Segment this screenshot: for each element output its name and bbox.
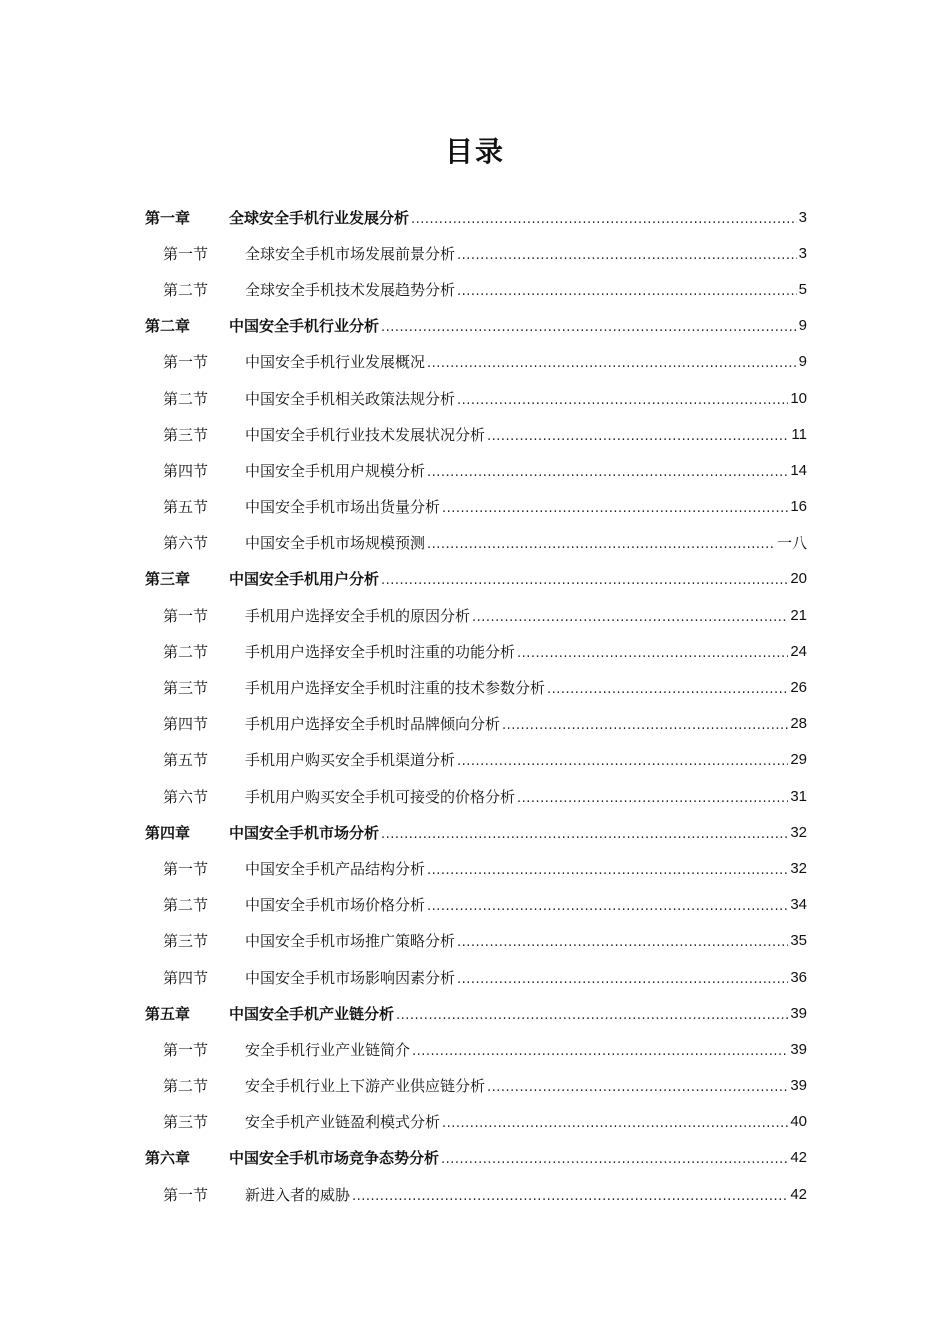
toc-dot-leader	[487, 1080, 788, 1095]
toc-entry-title: 中国安全手机市场竞争态势分析	[229, 1149, 440, 1168]
toc-page-number: 16	[790, 498, 807, 516]
toc-dot-leader	[472, 610, 788, 625]
toc-section-entry[interactable]	[145, 959, 807, 995]
toc-entry-label: 第三节	[163, 679, 209, 698]
toc-page-number: 11	[791, 425, 807, 443]
toc-section-entry[interactable]	[145, 1176, 807, 1212]
toc-section-entry[interactable]	[145, 344, 807, 380]
toc-page-number: 35	[790, 932, 807, 950]
toc-dot-leader	[381, 320, 797, 335]
toc-page-number: 一八	[776, 535, 807, 553]
toc-entry-label: 第一节	[163, 1185, 209, 1204]
toc-entry-label: 第三节	[163, 1113, 209, 1132]
toc-chapter-entry[interactable]	[145, 814, 807, 850]
toc-entry-title: 手机用户选择安全手机的原因分析	[245, 606, 471, 625]
toc-page-number: 9	[798, 317, 807, 335]
toc-entry-title: 手机用户购买安全手机渠道分析	[245, 751, 456, 770]
toc-entry-label: 第一节	[163, 859, 209, 878]
toc-section-entry[interactable]	[145, 452, 807, 488]
toc-entry-title: 中国安全手机市场出货量分析	[245, 498, 441, 517]
toc-entry-label: 第一节	[163, 353, 209, 372]
toc-dot-leader	[487, 429, 789, 444]
toc-entry-title: 中国安全手机市场推广策略分析	[245, 932, 456, 951]
toc-dot-leader	[427, 537, 775, 552]
toc-section-entry[interactable]	[145, 633, 807, 669]
toc-dot-leader	[457, 248, 797, 263]
toc-entry-title: 全球安全手机技术发展趋势分析	[245, 280, 456, 299]
toc-chapter-entry[interactable]	[145, 561, 807, 597]
toc-section-entry[interactable]	[145, 742, 807, 778]
toc-entry-label: 第四节	[163, 968, 209, 987]
toc-entry-label: 第六节	[163, 534, 209, 553]
toc-entry-label: 第四节	[163, 715, 209, 734]
toc-page-number: 39	[790, 1077, 807, 1095]
toc-page-number: 39	[790, 1004, 807, 1022]
toc-page-number: 28	[790, 715, 807, 733]
toc-dot-leader	[547, 682, 788, 697]
toc-entry-label: 第二节	[163, 1077, 209, 1096]
toc-page-number: 3	[798, 208, 807, 226]
toc-dot-leader	[411, 212, 797, 227]
toc-entry-label: 第六节	[163, 787, 209, 806]
toc-page-number: 40	[790, 1113, 807, 1131]
toc-entry-title: 手机用户选择安全手机时注重的技术参数分析	[245, 679, 546, 698]
toc-entry-title: 安全手机产业链盈利模式分析	[245, 1113, 441, 1132]
toc-section-entry[interactable]	[145, 416, 807, 452]
toc-page-number: 34	[790, 896, 807, 914]
toc-entry-label: 第四节	[163, 461, 209, 480]
toc-entry-title: 中国安全手机用户规模分析	[245, 461, 426, 480]
toc-dot-leader	[442, 1116, 788, 1131]
toc-section-entry[interactable]	[145, 850, 807, 886]
toc-entry-title: 中国安全手机行业分析	[229, 317, 380, 336]
toc-entry-label: 第五节	[163, 498, 209, 517]
toc-entry-label: 第四章	[145, 823, 191, 842]
toc-page-number: 42	[790, 1185, 807, 1203]
toc-dot-leader	[457, 393, 788, 408]
toc-page-number: 42	[790, 1149, 807, 1167]
toc-section-entry[interactable]	[145, 271, 807, 307]
toc-section-entry[interactable]	[145, 380, 807, 416]
toc-entry-label: 第五节	[163, 751, 209, 770]
toc-page-number: 29	[790, 751, 807, 769]
toc-page-number: 3	[798, 244, 807, 262]
toc-entry-title: 全球安全手机行业发展分析	[229, 208, 410, 227]
toc-section-entry[interactable]	[145, 1068, 807, 1104]
toc-entry-label: 第三节	[163, 425, 209, 444]
toc-chapter-entry[interactable]	[145, 308, 807, 344]
toc-section-entry[interactable]	[145, 706, 807, 742]
toc-section-entry[interactable]	[145, 1104, 807, 1140]
toc-section-entry[interactable]	[145, 778, 807, 814]
toc-section-entry[interactable]	[145, 669, 807, 705]
toc-entry-title: 中国安全手机市场规模预测	[245, 534, 426, 553]
toc-dot-leader	[442, 501, 788, 516]
toc-entry-title: 新进入者的威胁	[245, 1185, 351, 1204]
toc-page-number: 24	[790, 642, 807, 660]
toc-dot-leader	[381, 827, 788, 842]
toc-dot-leader	[457, 935, 788, 950]
toc-entry-title: 中国安全手机产品结构分析	[245, 859, 426, 878]
toc-entry-label: 第五章	[145, 1004, 191, 1023]
toc-dot-leader	[502, 718, 788, 733]
toc-dot-leader	[427, 356, 797, 371]
toc-dot-leader	[427, 465, 788, 480]
toc-section-entry[interactable]	[145, 887, 807, 923]
toc-entry-title: 中国安全手机行业发展概况	[245, 353, 426, 372]
table-of-contents	[145, 199, 807, 1212]
toc-section-entry[interactable]	[145, 1031, 807, 1067]
toc-page-number: 36	[790, 968, 807, 986]
toc-entry-label: 第六章	[145, 1149, 191, 1168]
toc-entry-title: 安全手机行业产业链简介	[245, 1040, 411, 1059]
toc-dot-leader	[457, 284, 797, 299]
toc-dot-leader	[427, 863, 788, 878]
toc-entry-label: 第二节	[163, 389, 209, 408]
toc-entry-title: 手机用户购买安全手机可接受的价格分析	[245, 787, 516, 806]
toc-entry-label: 第二章	[145, 317, 191, 336]
toc-entry-title: 手机用户选择安全手机时品牌倾向分析	[245, 715, 501, 734]
toc-entry-title: 全球安全手机市场发展前景分析	[245, 244, 456, 263]
toc-entry-label: 第二节	[163, 642, 209, 661]
toc-dot-leader	[381, 573, 788, 588]
toc-entry-title: 中国安全手机产业链分析	[229, 1004, 395, 1023]
toc-dot-leader	[352, 1189, 788, 1204]
toc-page-number: 20	[790, 570, 807, 588]
toc-section-entry[interactable]	[145, 235, 807, 271]
toc-entry-label: 第一节	[163, 244, 209, 263]
toc-chapter-entry[interactable]	[145, 995, 807, 1031]
toc-page-number: 21	[790, 606, 807, 624]
toc-dot-leader	[457, 754, 788, 769]
toc-dot-leader	[517, 646, 788, 661]
toc-entry-title: 手机用户选择安全手机时注重的功能分析	[245, 642, 516, 661]
toc-dot-leader	[441, 1152, 788, 1167]
toc-dot-leader	[412, 1044, 788, 1059]
toc-entry-title: 中国安全手机市场分析	[229, 823, 380, 842]
toc-entry-title: 中国安全手机市场影响因素分析	[245, 968, 456, 987]
toc-entry-title: 中国安全手机行业技术发展状况分析	[245, 425, 486, 444]
page-title: 目录	[444, 135, 505, 168]
toc-section-entry[interactable]	[145, 597, 807, 633]
toc-dot-leader	[457, 972, 788, 987]
toc-entry-label: 第二节	[163, 896, 209, 915]
toc-section-entry[interactable]	[145, 923, 807, 959]
toc-page-number: 31	[790, 787, 807, 805]
toc-page-number: 10	[790, 389, 807, 407]
toc-page-number: 5	[798, 280, 807, 298]
toc-chapter-entry[interactable]	[145, 1140, 807, 1176]
toc-page-number: 39	[790, 1040, 807, 1058]
toc-dot-leader	[517, 791, 788, 806]
toc-section-entry[interactable]	[145, 525, 807, 561]
toc-page-number: 26	[790, 679, 807, 697]
toc-entry-label: 第二节	[163, 280, 209, 299]
toc-entry-title: 中国安全手机市场价格分析	[245, 896, 426, 915]
toc-entry-title: 安全手机行业上下游产业供应链分析	[245, 1077, 486, 1096]
toc-page-number: 32	[790, 823, 807, 841]
toc-entry-label: 第一节	[163, 606, 209, 625]
toc-entry-label: 第一节	[163, 1040, 209, 1059]
toc-entry-label: 第三节	[163, 932, 209, 951]
toc-dot-leader	[427, 899, 788, 914]
toc-entry-title: 中国安全手机相关政策法规分析	[245, 389, 456, 408]
toc-entry-label: 第一章	[145, 208, 191, 227]
toc-page-number: 32	[790, 859, 807, 877]
toc-entry-label: 第三章	[145, 570, 191, 589]
toc-page-number: 9	[798, 353, 807, 371]
toc-page-number: 14	[790, 461, 807, 479]
toc-dot-leader	[396, 1008, 788, 1023]
toc-entry-title: 中国安全手机用户分析	[229, 570, 380, 589]
toc-section-entry[interactable]	[145, 489, 807, 525]
toc-chapter-entry[interactable]	[145, 199, 807, 235]
